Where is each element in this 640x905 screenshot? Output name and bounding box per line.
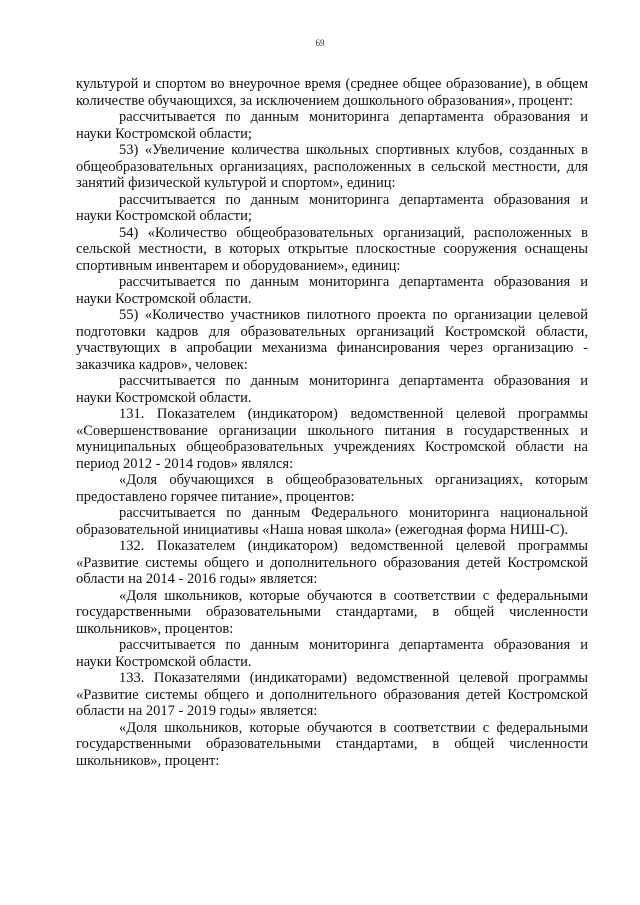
paragraph: рассчитывается по данным мониторинга департамента образования и науки Костромской области; [76, 191, 588, 224]
paragraph: 53) «Увеличение количества школьных спортивных клубов, созданных в общеобразовательных организациях, расположенных в сельской местности, для занятий физической культурой и спортом», единиц: [76, 142, 588, 191]
paragraph: 55) «Количество участников пилотного проекта по организации целевой подготовки кадров для образовательных организаций Костромской области, участвующих в апробации механизма финансирования через организацию - заказчика кадров», человек: [76, 307, 588, 373]
paragraph: «Доля школьников, которые обучаются в соответствии с федеральными государственными образовательными стандартами, в общей численности школьников», процент: [76, 719, 588, 769]
paragraph: 133. Показателями (индикаторами) ведомственной целевой программы «Развитие системы общего и дополнительного образования детей Костромской области на 2017 - 2019 годы» является: [76, 670, 588, 719]
page-number: 69 [315, 38, 325, 48]
paragraph: рассчитывается по данным мониторинга департамента образования и науки Костромской области. [76, 274, 588, 307]
paragraph: «Доля обучающихся в общеобразовательных организациях, которым предоставлено горячее питание», процентов: [76, 472, 588, 505]
paragraph: 131. Показателем (индикатором) ведомственной целевой программы «Совершенствование организации школьного питания в государственных и муниципальных общеобразовательных учреждениях Костромской области на период 2012 - 2014 годов» являлся: [76, 406, 588, 472]
paragraph: культурой и спортом во внеурочное время (среднее общее образование), в общем количестве обучающихся, за исключением дошкольного образования», процент: [76, 76, 588, 109]
paragraph: «Доля школьников, которые обучаются в соответствии с федеральными государственными образовательными стандартами, в общей численности школьников», процентов: [76, 587, 588, 637]
paragraph: 54) «Количество общеобразовательных организаций, расположенных в сельской местности, в которых открытые плоскостные сооружения оснащены спортивным инвентарем и оборудованием», единиц: [76, 224, 588, 274]
document-body [76, 76, 588, 769]
paragraph: рассчитывается по данным мониторинга департамента образования и науки Костромской области. [76, 373, 588, 406]
paragraph: рассчитывается по данным мониторинга департамента образования и науки Костромской области; [76, 109, 588, 142]
paragraph: рассчитывается по данным Федерального мониторинга национальной образовательной инициативы «Наша новая школа» (ежегодная форма НИШ-С). [76, 505, 588, 538]
paragraph: рассчитывается по данным мониторинга департамента образования и науки Костромской области. [76, 637, 588, 670]
paragraph: 132. Показателем (индикатором) ведомственной целевой программы «Развитие системы общего и дополнительного образования детей Костромской области на 2014 - 2016 годы» является: [76, 538, 588, 587]
